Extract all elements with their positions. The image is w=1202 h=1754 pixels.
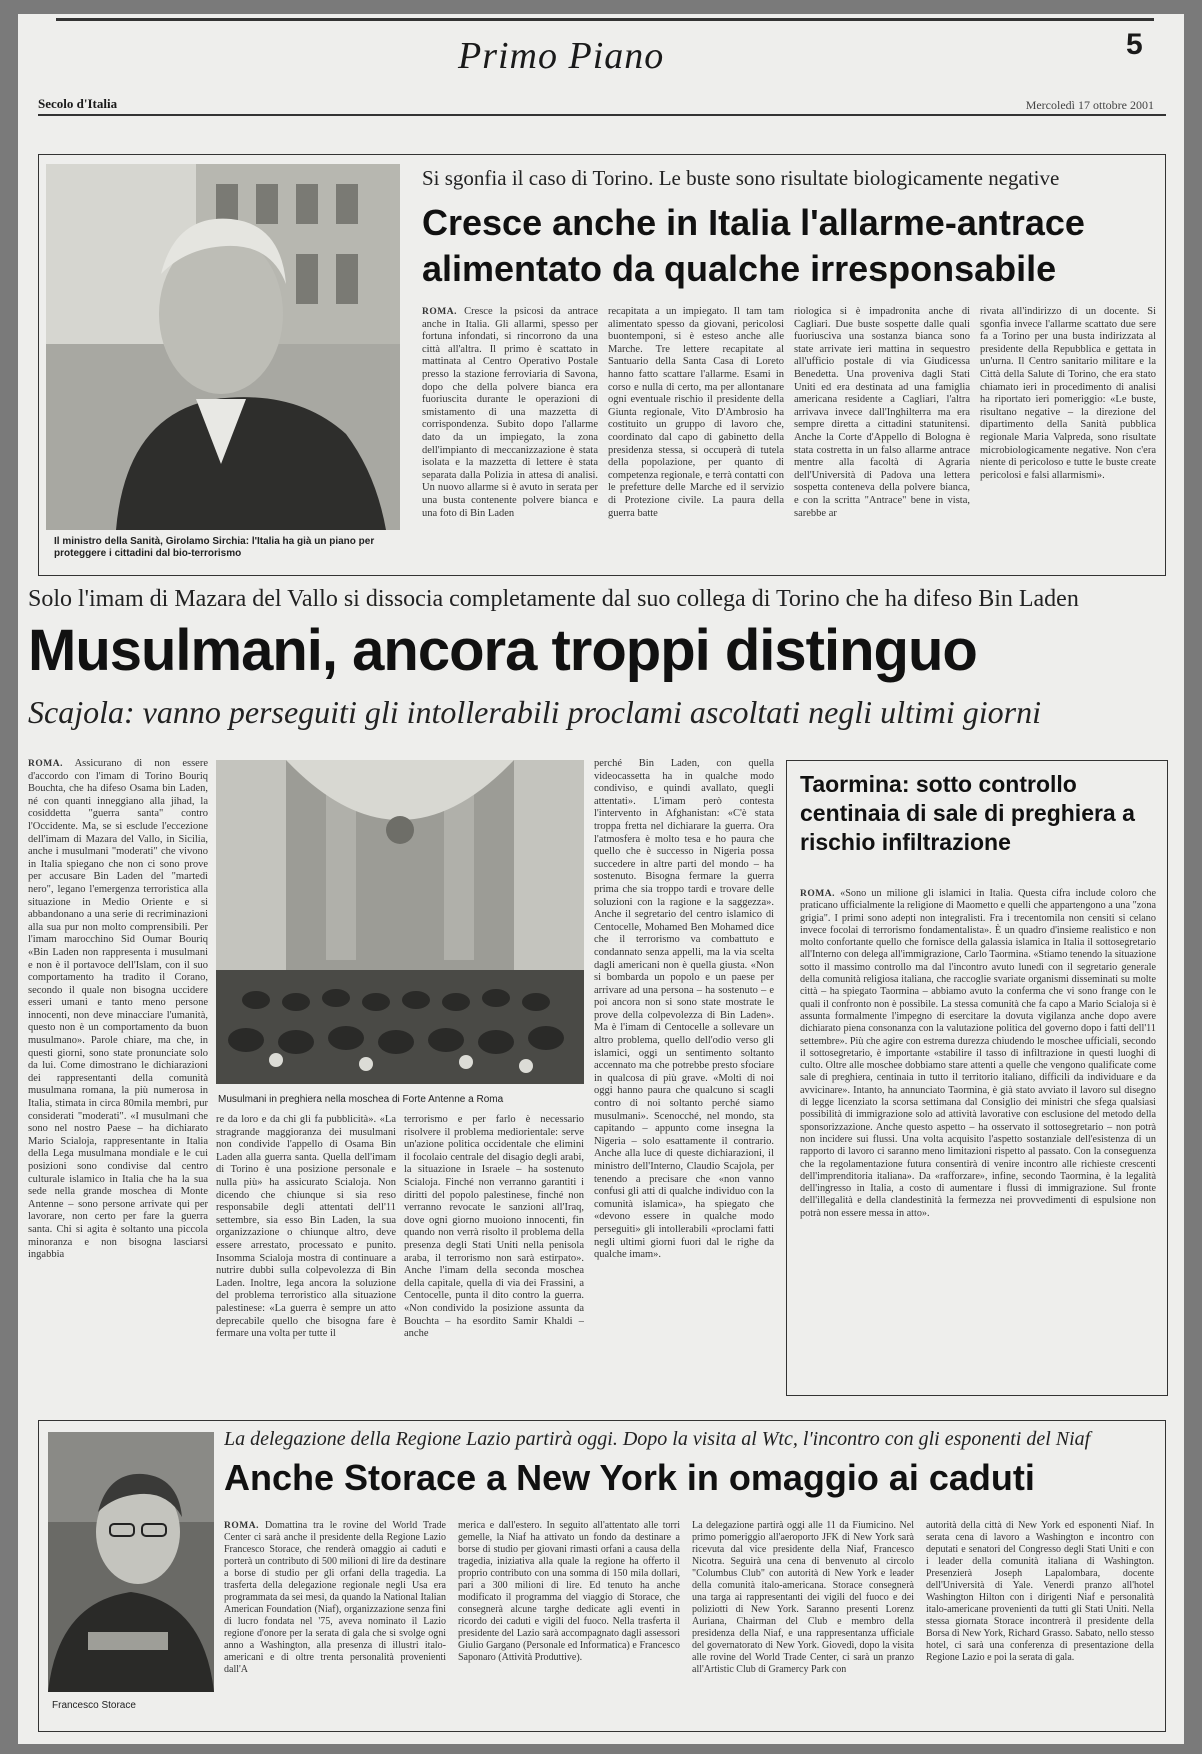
photo-storace-caption: Francesco Storace — [52, 1700, 136, 1711]
taormina-body — [800, 888, 1156, 1386]
musulmani-kicker: Solo l'imam di Mazara del Vallo si dissocia completamente dal suo collega di Torino che ha difeso Bin Laden — [28, 586, 1079, 612]
photo-minister-caption: Il ministro della Sanità, Girolamo Sirchia: l'Italia ha già un piano per proteggere i cittadini dal bio-terrorismo — [54, 536, 375, 559]
storace-kicker: La delegazione della Regione Lazio partirà oggi. Dopo la visita al Wtc, l'incontro con gli esponenti del Niaf — [224, 1428, 1091, 1450]
photo-storace-illustration — [48, 1432, 214, 1692]
taormina-body-text: «Sono un milione gli islamici in Italia. Questa cifra include coloro che praticano ufficialmente la religione di Maometto e quelli che appartengono a una "zona grigia". I primi sono adepti non integralisti. Fra i trecentomila non censiti si celano invece focolai di terrorismo fondamentalista». È un quadro d'insieme realistico e non molto confortante quello che fornisce della galassia islamica in Italia il sottosegretario all'Interno con delega all'immigrazione, Carlo Taormina. «Stiamo tenendo la situazione sotto il massimo controllo ma dal l'incontro avuto lunedì con il segretario generale della comunità religiosa italiana, che raccoglie svariate organismi disseminati su molte città – ha spiegato Taormina – abbiamo avuto la conferma che vi sono frange con le quali il confronto non è possibile. La stessa comunità che fa capo a Mario Scialoja si è assunta formalmente l'impegno di esercitare la dovuta vigilanza anche dopo avere dichiarato piena consonanza con la valutazione politica del governo dopo i fatti dell'11 settembre». Più che agire con estrema durezza chiudendo le moschee ufficiali, secondo il sottosegretario, è importante «stabilire il tasso di infiltrazione in questi luoghi di culto. Oltre alle moschee dobbiamo stare attenti a quelle che vengono qualificate come sale di preghiera, centinaia in tutto il territorio italiano, difficili da individuare e da avvicinare». Intanto, ha annunciato Taormina, è già stato avviato il lavoro sul disegno di legge licenziato la scorsa settimana dal Consiglio dei ministri che sfega qualsiasi possibilità di immigrazione solo ad attività lavorative con esclusione del metodo della sponsorizzazione. Anche questo aspetto – ha osservato il sottosegretario – non potrà non incidere sui flussi. Una volta acquisito l'aspetto sostanziale dell'esistenza di un rapporto di lavoro ci saranno meno limitazioni rispetto al passato. Con la conseguenza che la regolamentazione futura consentirà di venire incontro alle richieste crescenti dell'imprenditoria italiana». Da «rafforzare», infine, secondo Taormina, è la legalità dell'ingresso in Italia, a costo di aumentare i flussi di immigrazione. Sul fronte dell'illegalità e della clandestinità la fermezza nei provvedimenti di espulsione non potrà non essere messa in atto». — [800, 888, 1156, 1219]
musulmani-subheadline: Scajola: vanno perseguiti gli intollerabili proclami ascoltati negli ultimi giorni — [28, 694, 1041, 730]
torino-column-4: rivata all'indirizzo di un docente. Si sgonfia invece l'allarme scattato due sere fa a Torino per una busta indirizzata al presidente della Repubblica e gettata in un'urna. Il Centro sanitario militare e la Città della Salute di Torino, che era stato chiamato ieri in procedimento di analisi ha riportato ieri pomeriggio: «Le buste, risultano negative – la direzione del dipartimento della Sanità pubblica regionale Maria Valpreda, sono risultate microbiologicamente negative. Non c'era niente di pericoloso e tutte le buste create pericolosi e falsi allarmismi». — [980, 306, 1156, 481]
issue-date: Mercoledì 17 ottobre 2001 — [1025, 98, 1154, 112]
musulmani-column-3: terrorismo e per farlo è necessario risolvere il problema mediorientale: serve un'azione politica occidentale che elimini il focolaio centrale del disagio degli arabi, la situazione in Israele – ha sostenuto Scialoja. Finché non verranno garantiti i diritti del popolo palestinese, finché non verranno revocate le sanzioni all'Iraq, dove ogni giorno muoiono innocenti, fin quando non verrà risolto il problema della presenza degli Stati Uniti nella penisola araba, il terrorismo non sarà estirpato». Anche l'imam della seconda moschea della capitale, quella di via dei Frassini, a Centocelle, punta il dito contro la guerra. «Non condivido la posizione assunta da Bouchta – ha esordito Samir Khaldi – anche — [404, 1114, 584, 1340]
musulmani-column-2: re da loro e da chi gli fa pubblicità». «La stragrande maggioranza dei musulmani non condivide l'appello di Osama Bin Laden alla guerra santa. Quella dell'imam di Torino è una posizione personale e nulla più» ha assicurato Scialoja. Non dicendo che chiunque si sia reso responsabile degli attentati dell'11 settembre, sia esso Bin Laden, la sua organizzazione o chiunque altro, deve essere arrestato, processato e punito. Insomma Scialoja mostra di continuare a nutrire dubbi sulla colpevolezza di Bin Laden. Inoltre, lega ancora la soluzione del problema terroristico alla situazione palestinese: «La guerra è sempre un atto deprecabile quello che bisogna fare è fermare una volta per tutte il — [216, 1114, 396, 1340]
storace-column-1 — [224, 1520, 446, 1722]
top-rule — [56, 18, 1154, 21]
torino-column-3: riologica si è impadronita anche di Cagliari. Due buste sospette dalle quali fuoriusciva una sostanza bianca sono state arrivate ieri mattina in sequestro all'ufficio postale di via Giudicessa Benedetta. Una proveniva dagli Stati Uniti ed era destinata ad una famiglia americana residente a Cagliari, l'altra arrivava invece dall'Inghilterra ma era sempre diretta a cittadini statunitensi. Anche la Corte d'Appello di Bologna è stata costretta in un falso allarme antrace mentre alla facoltà di Agraria dell'Università di Padova una lettera sospetta conteneva della polvere bianca, e con la scritta "Antrace" bene in vista, sarebbe ar — [794, 306, 970, 519]
musulmani-column-1-text: Assicurano di non essere d'accordo con l'imam di Torino Bouriq Bouchta, che ha difeso Osama bin Laden, né con quanti inneggiano alla jihad, la cosiddetta "guerra santa" contro l'Occidente. Ma, se si esclude l'eccezione dell'imam di Mazara del Vallo, in Sicilia, anche i musulmani "moderati" che vivono in Italia spiegano che non ci sono prove per accusare Bin Laden del "martedì nero", legano l'emergenza terroristica alla situazione in Medio Oriente e si abbandonano a una serie di recriminazioni alla sua pur non molto comprensibili. Per l'imam marocchino Sid Oumar Bouriq «Bin Laden non rappresenta i musulmani e non è il portavoce dell'Islam, con il suo comportamento ha tradito il Corano, secondo il quale non bisogna uccidere esseri umani e tanto meno persone innocenti, non deve minacciare l'umanità, questo non è un comportamento da buon musulmano». Parole chiare, ma che, in questi giorni, sono state pronunciate solo da lui. Come dimostrano le dichiarazioni dei rappresentanti della comunità musulmana romana, la più numerosa in Italia, stimata in circa 80mila membri, pur considerati "moderati". «I musulmani che sono nel nostro Paese – ha dichiarato Mario Scialoja, rappresentante in Italia della Lega musulmana mondiale e le cui posizioni sono condivise dal centro culturale islamico in Italia che ha la sua sede nella grande moschea di Monte Antenne – sono persone arrivate qui per lavorare, non certo per fare la guerra santa. Chi si agita è soltanto una piccola minoranza e non bisogna lasciarsi ingabbia — [28, 758, 208, 1261]
photo-mosque-illustration — [216, 760, 584, 1084]
storace-column-3: La delegazione partirà oggi alle 11 da Fiumicino. Nel primo pomeriggio all'aeroporto JFK di New York sarà ricevuta dal vice presidente della Niaf, Francesco Nicotra. Seguirà una cena di benvenuto al circolo "Columbus Club" con autorità di New York e leader della comunità italo-americana. Storace consegnerà una targa ai rappresentanti dei vigili del fuoco e dei poliziotti di New York. Saranno presenti Lorenz Auriana, Chairman del Club e membro della presidenza della Niaf, e una rappresentanza ufficiale del governatorato di New York. Giovedì, dopo la visita alle rovine del World Trade Center, ci sarà un pranzo all'Artistic Club di Gramercy Park con — [692, 1520, 914, 1675]
storace-dateline: ROMA. — [224, 1521, 259, 1531]
taormina-dateline: ROMA. — [800, 889, 835, 899]
paper-name: Secolo d'Italia — [38, 96, 118, 111]
photo-mosque — [216, 760, 584, 1084]
torino-headline: Cresce anche in Italia l'allarme-antrace alimentato da qualche irresponsabile — [422, 202, 1085, 289]
page-number: 5 — [1126, 28, 1143, 61]
musulmani-column-1 — [28, 758, 208, 1398]
musulmani-column-4: perché Bin Laden, con quella videocassetta ha in qualche modo condiviso, e quindi avallato, quegli attentati». L'imam però contesta l'intervento in Afghanistan: «C'è stata troppa fretta nel dichiarare la guerra. Ora l'atmosfera è molto tesa e ho paura che quello che è successo in Nigeria possa succedere in altre parti del mondo – ha sostenuto. Bisogna fermare la guerra prima che sia troppo tardi e trovare delle soluzioni con la ragione e la saggezza». Anche il segretario del centro islamico di Centocelle, Mohamed Ben Mohamed dice che il terrorismo va combattuto e condannato senza appelli, ma la via scelta dagli americani non è quella giusta. «Non si bombarda un popolo e un paese per arrivare ad una persona – ha sostenuto – e poi ancora non si sono state mostrate le prove della colpevolezza di Bin Laden». Ma è l'imam di Centocelle a sollevare un altro problema, quello dell'odio verso gli islamici, oggi un sentimento soltanto accennato ma che potrebbe presto sfociare in qualcosa di più grave. «Molti di noi oggi hanno paura che qualcuno si scagli contro di noi soltanto perché siamo musulmani». Scenocché, nel mondo, sta capitando – appunto come insegna la Nigeria – solo esattamente il contrario. Anche alla luce di queste dichiarazioni, il ministro dell'Interno, Claudio Scajola, per tenendo a precisare che «non vanno confusi gli atti di qualche individuo con la comunità islamica», ha spiegato che «devono essere in qualche modo perseguiti» gli intollerabili «proclami fatti negli ultimi giorni fuori dal le righe da qualche imam». — [594, 758, 774, 1261]
torino-dateline: ROMA. — [422, 307, 457, 317]
torino-column-2: recapitata a un impiegato. Il tam tam alimentato spesso da giovani, pericolosi buontemponi, si è esteso anche alle Marche. Tre lettere recapitate al Santuario della Santa Casa di Loreto hanno fatto scattare l'allarme. Esami in corso e nulla di certo, ma per allontanare ogni eventuale rischio il presidente della Giunta regionale, Vito D'Ambrosio ha costituito un gruppo di lavoro che, coordinato dal capo di gabinetto della presidenza stessa, si occuperà di tutela della popolazione, per quanto di competenza regionale, e terrà contatti con le prefetture delle Marche ed il servizio di Protezione civile. La paura della guerra batte — [608, 306, 784, 519]
photo-minister-illustration — [46, 164, 400, 530]
photo-minister — [46, 164, 400, 530]
newspaper-page — [18, 14, 1184, 1744]
musulmani-dateline: ROMA. — [28, 759, 63, 769]
masthead-rule — [38, 114, 1166, 116]
storace-column-2: merica e dall'estero. In seguito all'attentato alle torri gemelle, la Niaf ha attivato un fondo da destinare a borse di studio per giovani rimasti orfani a causa della tragedia, iniziativa alla quale la regione ha offerto il proprio contributo con una somma di 150 mila dollari, pari a 300 milioni di lire. Ed tenuto ha anche modificato il programma del viaggio di Storace, che consegnerà alcune targhe dedicate agli eventi in ricordo dei caduti e vigili del fuoco. Nella trasferta il presidente del Lazio sarà accompagnato dagli assessori Giulio Gargano (Personale ed Informatica) e Francesco Saponaro (Attività Produttive). — [458, 1520, 680, 1663]
photo-mosque-caption: Musulmani in preghiera nella moschea di Forte Antenne a Roma — [218, 1094, 504, 1105]
torino-column-1-text: Cresce la psicosi da antrace anche in Italia. Gli allarmi, spesso per fortuna infondati, si rincorrono da una città all'altra. Il primo è scattato in mattinata al Centro Operativo Postale presso la stazione ferroviaria di Savona, dopo che della polvere bianca era fuoriuscita durante le operazioni di smistamento di una mazzetta di corrispondenza. Subito dopo l'allarme dato da un impiegato, la zona dell'impianto di meccanizzazione è stata isolata e la mazzetta di lettere è stata separata dalla Polizia in attesa di analisi. Un nuovo allarme si è avuto in serata per una busta contenente polvere bianca e una foto di Bin Laden — [422, 306, 598, 519]
storace-headline: Anche Storace a New York in omaggio ai caduti — [224, 1457, 1035, 1498]
musulmani-headline: Musulmani, ancora troppi distinguo — [28, 618, 977, 683]
photo-storace — [48, 1432, 214, 1692]
section-title: Primo Piano — [458, 35, 665, 77]
torino-column-1 — [422, 306, 598, 562]
storace-column-1-text: Domattina tra le rovine del World Trade Center ci sarà anche il presidente della Regione Lazio Francesco Storace, che renderà omaggio ai caduti e porterà un contributo di 500 milioni di lire da destinare a borse di studio per gli orfani della tragedia. La trasferta della delegazione regionale negli Usa era programmata da sei mesi, da quando la National Italian American Foundation (Niaf), organizzazione senza fini di lucro fondata nel '75, aveva nominato il Lazio regione d'onore per la serata di gala che si svolge ogni anno a Washington, alla presenza di illustri italo-americani e di oltre trenta personalità provenienti dall'A — [224, 1520, 446, 1675]
storace-column-4: autorità della città di New York ed esponenti Niaf. In serata cena di lavoro a Washington e incontro con deputati e senatori del Congresso degli Stati Uniti e con i leader della comunità italiana di Washington. Presenzierà Joseph Lapalombara, docente dell'Università di Yale. Venerdì pranzo all'hotel Washington Hilton con i dirigenti Niaf e personalità italo-americane provenienti da tutti gli Stati Uniti. Nella stessa giornata Storace incontrerà il presidente della Borsa di New York, Richard Grasso. Sabato, nello stesso hotel, ci sarà una conferenza di presentazione della Regione Lazio e poi la serata di gala. — [926, 1520, 1154, 1663]
torino-kicker: Si sgonfia il caso di Torino. Le buste sono risultate biologicamente negative — [422, 166, 1060, 190]
taormina-headline: Taormina: sotto controllo centinaia di sale di preghiera a rischio infiltrazione — [800, 771, 1135, 855]
